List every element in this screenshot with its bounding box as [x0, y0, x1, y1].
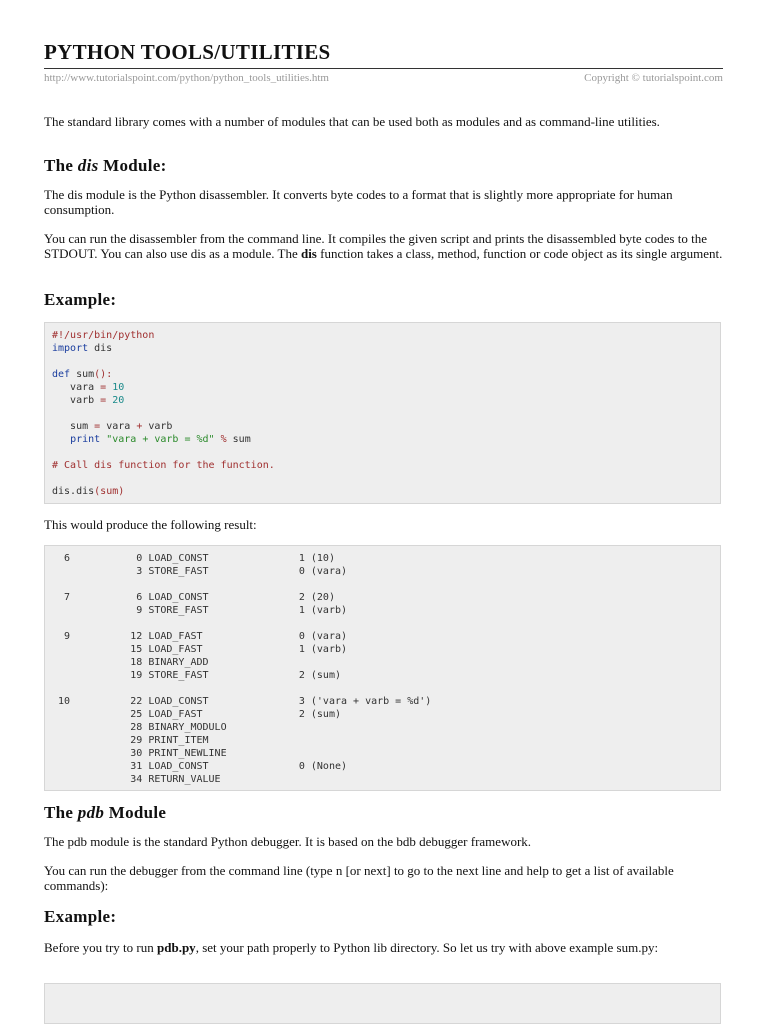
dis-output-block: 6 0 LOAD_CONST 1 (10) 3 STORE_FAST 0 (vara) 7 6 LOAD_CONST 2 (20) 9 STORE_FAST 1 (varb) 9 12 LOAD_FAST 0 (vara) 15 LOAD_FAST 1 (varb) 18 BINARY_ADD 19 STORE_FAST 2 (sum) 10 22 LOAD_CONST 3 ('vara + varb = %d') 25 LOAD_FAST 2 (sum) 28 BINARY_MODULO 29 PRINT_ITEM 30 PRINT_NEWLINE 31 LOAD_CONST 0 (None) 34 RETURN_VALUE — [44, 545, 721, 791]
pdb-usage-paragraph: You can run the debugger from the command line (type n [or next] to go to the next line and help to get a list of available commands): — [44, 863, 674, 893]
source-url[interactable]: http://www.tutorialspoint.com/python/python_tools_utilities.htm — [44, 72, 329, 84]
pdb-inline-bold: pdb.py — [157, 940, 196, 955]
dis-example-code: #!/usr/bin/python import dis def sum(): vara = 10 varb = 20 sum = vara + varb print "vara + varb = %d" % sum # Call dis function for the function. dis.dis(sum) — [44, 322, 721, 504]
pdb-example-paragraph: Before you try to run pdb.py, set your path properly to Python lib directory. So let us try with above example sum.py: — [44, 940, 659, 955]
title-rule — [44, 68, 723, 69]
page-title: PYTHON TOOLS/UTILITIES — [44, 40, 331, 64]
dis-module-heading: The dis Module: — [44, 156, 167, 175]
copyright-notice: Copyright © tutorialspoint.com — [584, 72, 723, 84]
pdb-example-heading: Example: — [44, 907, 117, 926]
dis-usage-paragraph: You can run the disassembler from the command line. It compiles the given script and prints the disassembled byte codes to the STDOUT. You can also use dis as a module. The dis function takes a class, method, function or code object as its single argument. — [44, 231, 723, 261]
result-intro: This would produce the following result: — [44, 517, 257, 532]
dis-inline-bold: dis — [300, 246, 317, 261]
pdb-module-heading: The pdb Module — [44, 803, 167, 822]
dis-heading-emphasis: dis — [77, 156, 99, 175]
pdb-example-code — [44, 983, 721, 1024]
intro-paragraph: The standard library comes with a number of modules that can be used both as modules and as command-line utilities. — [44, 114, 660, 129]
pdb-heading-emphasis: pdb — [77, 803, 105, 822]
dis-description: The dis module is the Python disassembler. It converts byte codes to a format that is slightly more appropriate for human consumption. — [44, 187, 673, 217]
pdb-description: The pdb module is the standard Python debugger. It is based on the bdb debugger framework. — [44, 834, 532, 849]
dis-example-heading: Example: — [44, 290, 117, 309]
